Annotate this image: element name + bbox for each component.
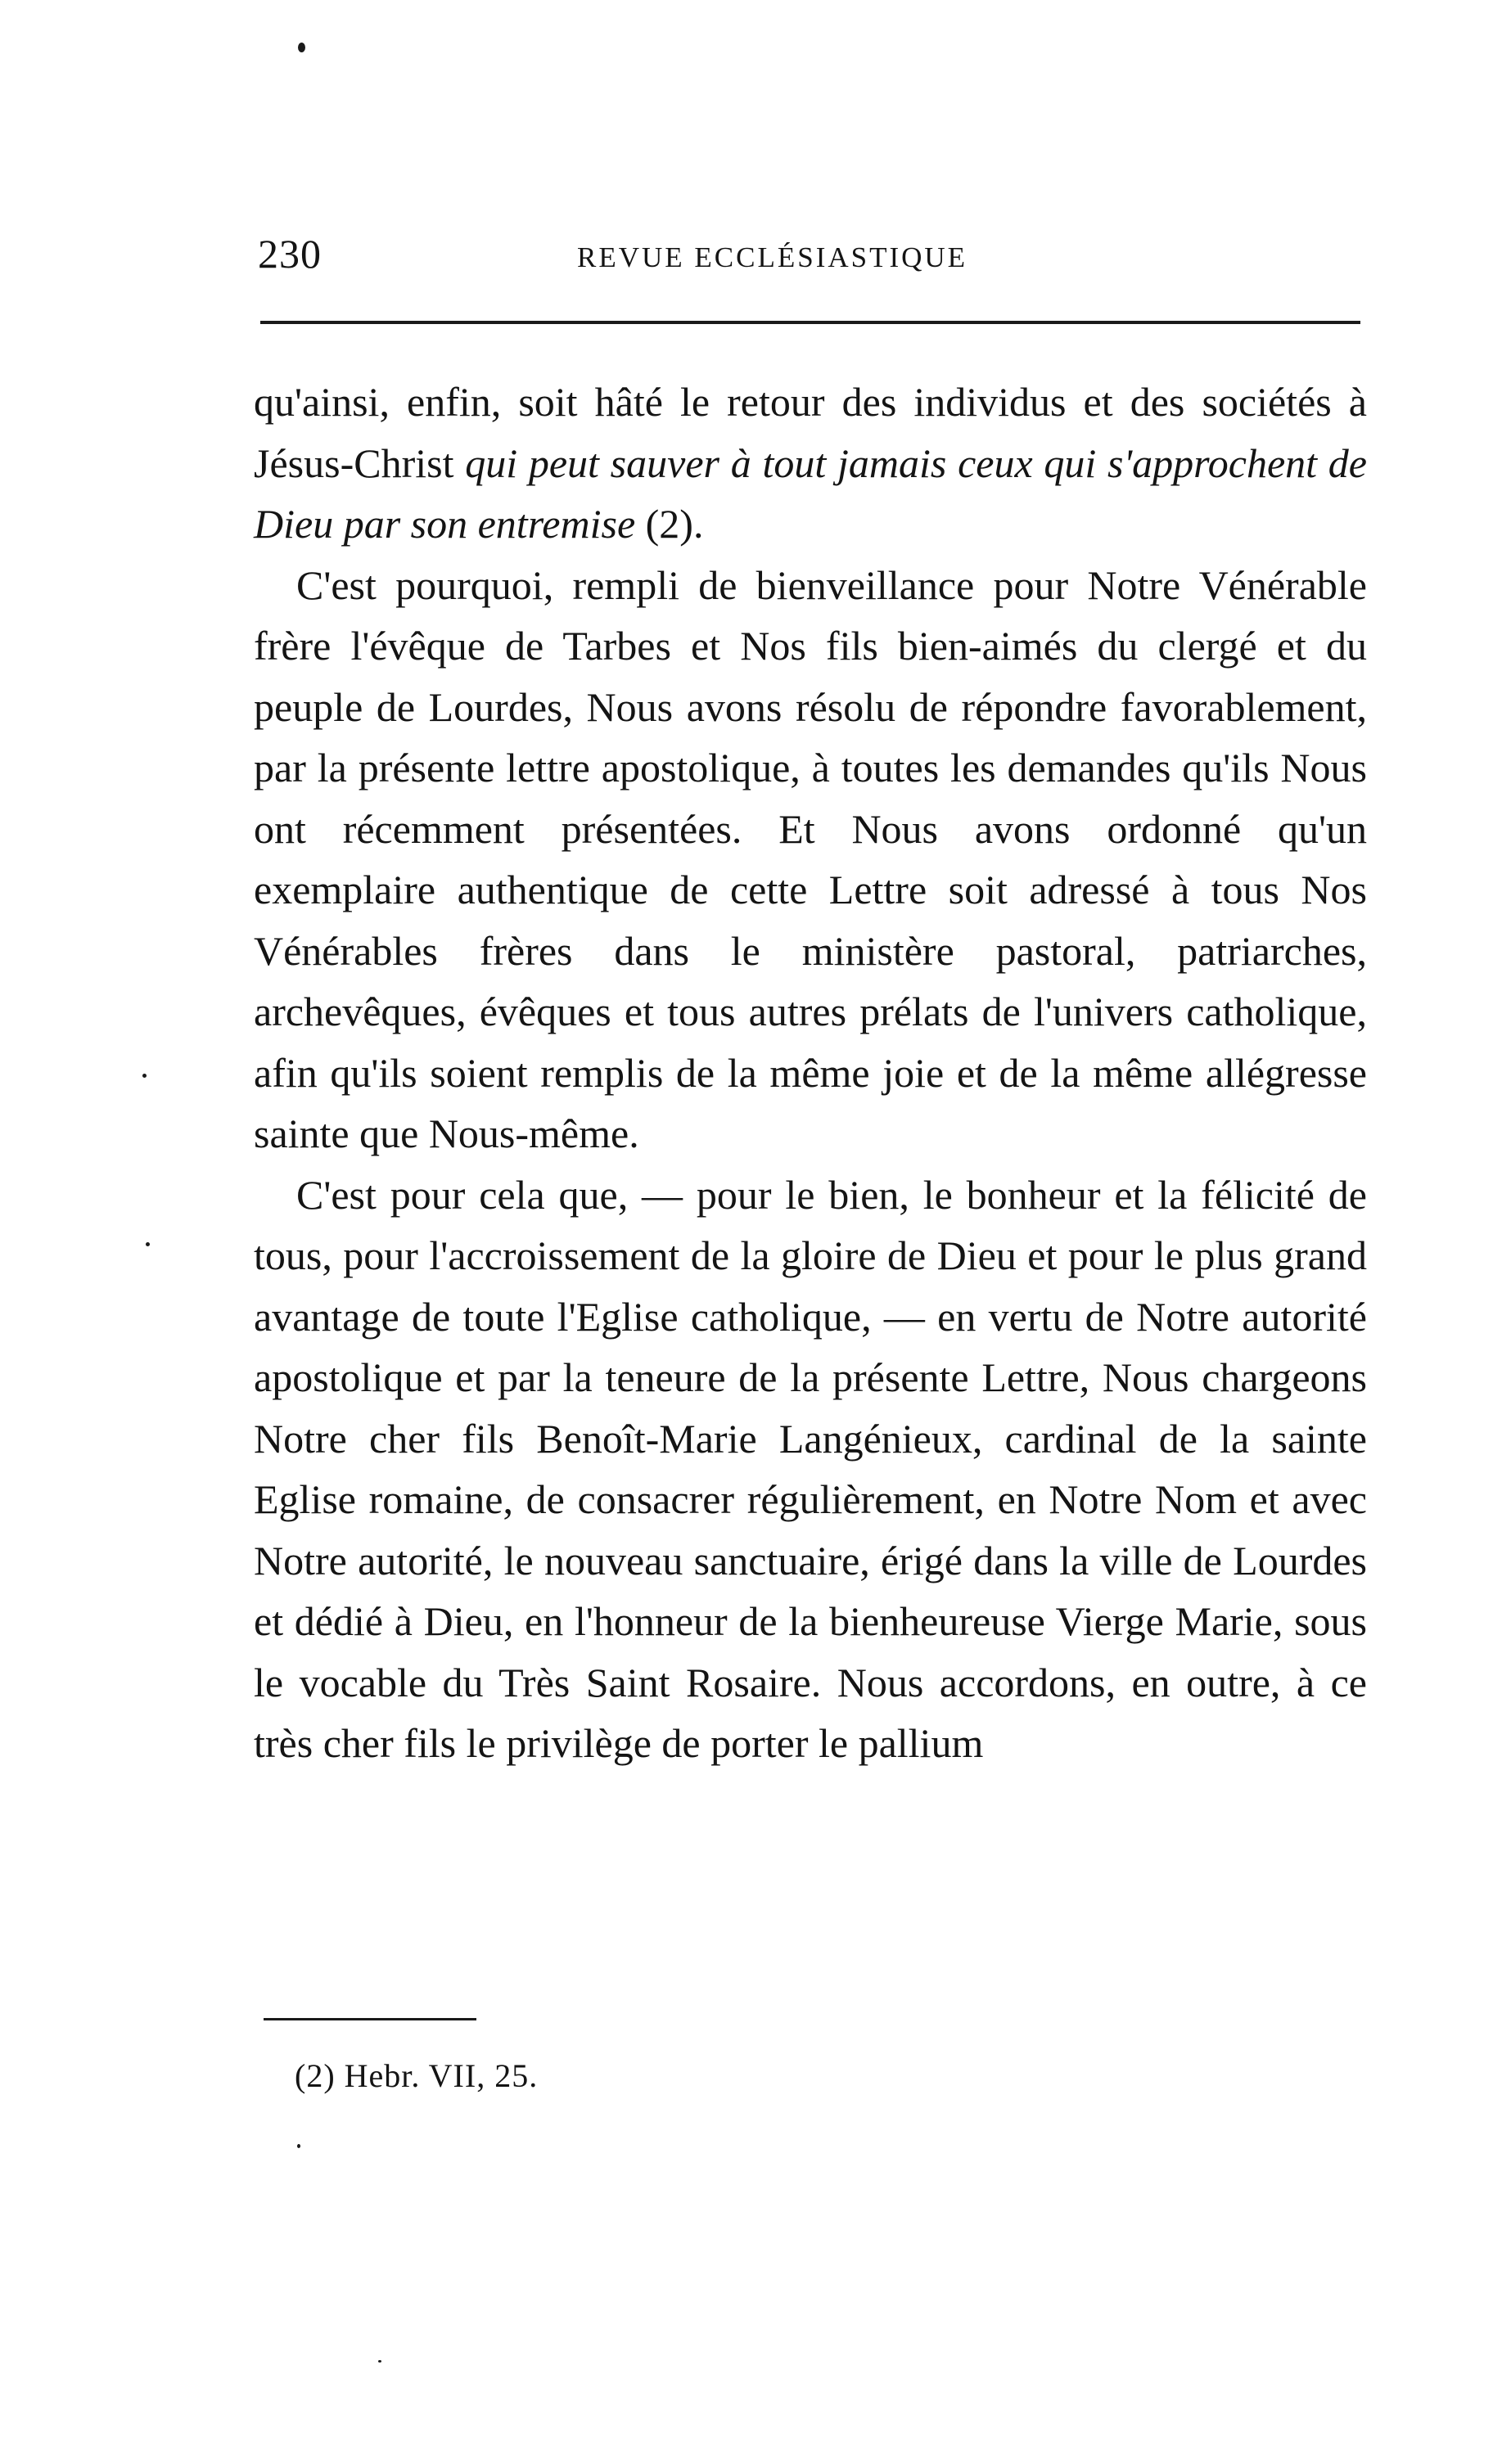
print-speck-bottom-1 [297,2144,300,2148]
footnote-reference: (2). [635,501,704,547]
paragraph-3: C'est pour cela que, — pour le bien, le bonheur et la félicité de tous, pour l'accroissement de la gloire de Dieu et pour le plus grand avantage de toute l'Eglise catholique, — en vertu de Notre autorité apostolique et par la teneure de la présente Lettre, Nous chargeons Notre cher fils Benoît-Marie Langénieux, cardinal de la sainte Eglise romaine, de consacrer régulièrement, en Notre Nom et avec Notre autorité, le nouveau sanctuaire, érigé dans la ville de Lourdes et dédié à Dieu, en l'honneur de la bienheureuse Vierge Marie, sous le vocable du Très Saint Rosaire. Nous accordons, en outre, à ce très cher fils le privilège de porter le pallium [254,1171,1367,1766]
print-speck-margin-left-2 [146,1242,150,1246]
running-title: REVUE ECCLÉSIASTIQUE [577,241,968,273]
header-rule [260,321,1360,324]
print-speck-top [298,43,305,52]
paragraph-1 [254,372,1367,555]
page-number: 230 [258,231,322,277]
footnote: (2) Hebr. VII, 25. [295,2057,539,2094]
page-header [258,225,1360,291]
print-speck-bottom-2 [378,2360,381,2363]
footnote-rule [264,2018,476,2020]
paragraph-2: C'est pourquoi, rempli de bienveillance pour Notre Vénérable frère l'évêque de Tarbes et Nos fils bien-aimés du clergé et du peuple de Lourdes, Nous avons résolu de répondre favorablement, par la présente lettre apostolique, à toutes les demandes qu'ils Nous ont récemment présentées. Et Nous avons ordonné qu'un exemplaire authentique de cette Lettre soit adressé à tous Nos Vénérables frères dans le ministère pastoral, patriarches, archevêques, évêques et tous autres prélats de l'univers catholique, afin qu'ils soient remplis de la même joie et de la même allégresse sainte que Nous-même. [254,561,1367,1156]
paragraph-1-text: qu'ainsi, enfin, soit hâté le retour des individus et des sociétés à Jésus-Christ [254,379,1367,486]
print-speck-margin-left-1 [142,1074,147,1078]
paragraph-1-quotation: qui peut sauver à tout jamais ceux qui s'approchent de Dieu par son entremise [254,439,1367,547]
body-text [254,372,1367,1774]
